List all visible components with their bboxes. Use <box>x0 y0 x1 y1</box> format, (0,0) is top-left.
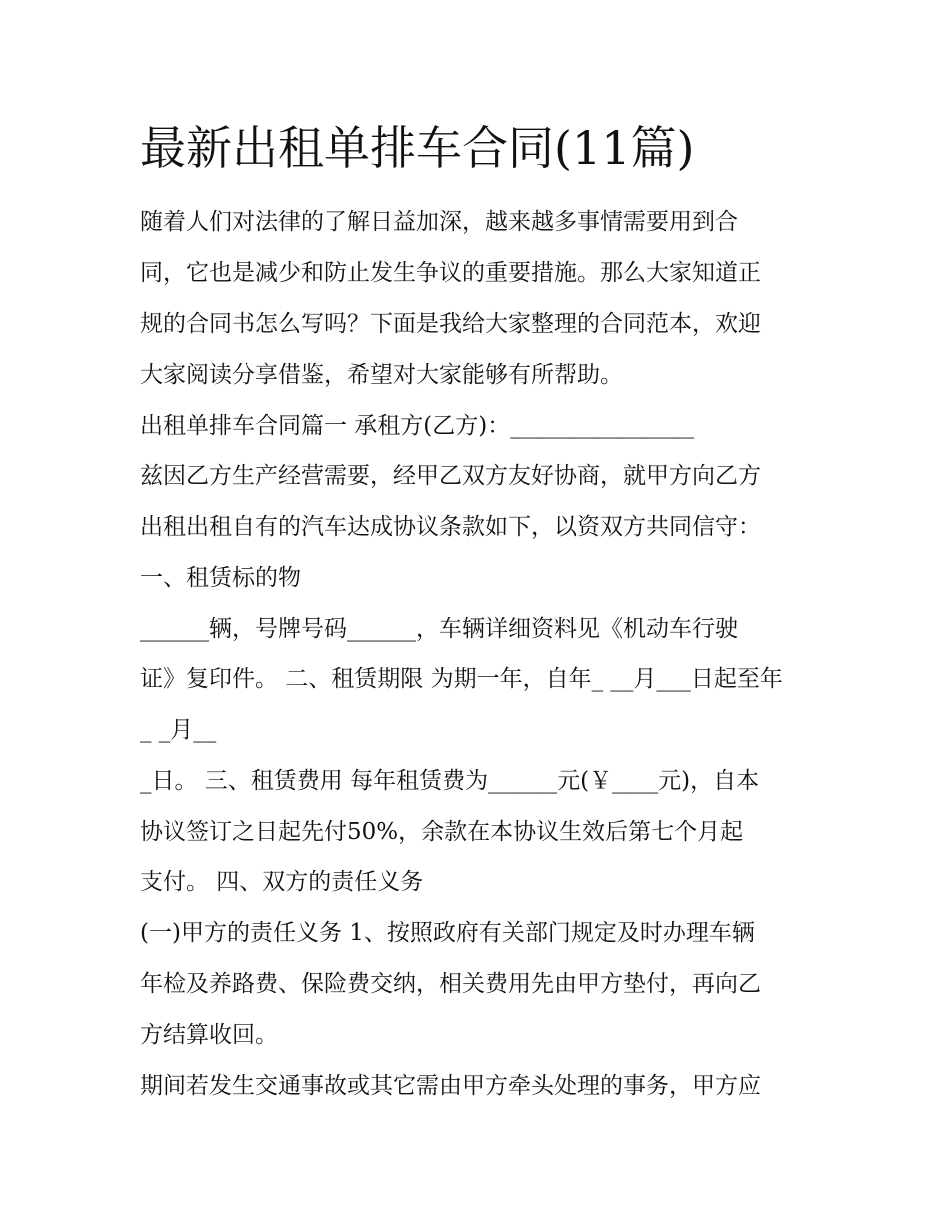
text-line: 支付。 四、双方的责任义务 <box>140 869 424 895</box>
text-line: 期间若发生交通事故或其它需由甲方牵头处理的事务，甲方应 <box>140 1073 761 1099</box>
text-line: 年检及养路费、保险费交纳，相关费用先由甲方垫付，再向乙 <box>140 971 761 997</box>
text-line: 出租单排车合同篇一 承租方(乙方)：________________ <box>140 413 695 439</box>
text-line: 一、租赁标的物 <box>140 565 301 591</box>
text-line: ______辆，号牌号码______，车辆详细资料见《机动车行驶 <box>140 616 738 642</box>
text-line: 随着人们对法律的了解日益加深，越来越多事情需要用到合 <box>140 209 738 235</box>
document-title: 最新出租单排车合同(11篇) <box>140 121 695 175</box>
text-line: 协议签订之日起先付50%，余款在本协议生效后第七个月起 <box>140 819 744 845</box>
text-line: 出租出租自有的汽车达成协议条款如下，以资双方共同信守： <box>140 514 761 540</box>
text-line: 同，它也是减少和防止发生争议的重要措施。那么大家知道正 <box>140 260 761 286</box>
text-line: _ _月__ <box>140 717 217 743</box>
text-line: 规的合同书怎么写吗？下面是我给大家整理的合同范本，欢迎 <box>140 311 761 337</box>
text-line: 证》复印件。 二、租赁期限 为期一年，自年_ __月___日起至年 <box>140 666 783 692</box>
text-line: 兹因乙方生产经营需要，经甲乙双方友好协商，就甲方向乙方 <box>140 463 761 489</box>
text-line: (一)甲方的责任义务 1、按照政府有关部门规定及时办理车辆 <box>140 920 755 946</box>
text-line: _日。 三、租赁费用 每年租赁费为______元(￥____元)，自本 <box>140 768 760 794</box>
text-line: 大家阅读分享借鉴，希望对大家能够有所帮助。 <box>140 362 623 388</box>
text-line: 方结算收回。 <box>140 1022 278 1048</box>
